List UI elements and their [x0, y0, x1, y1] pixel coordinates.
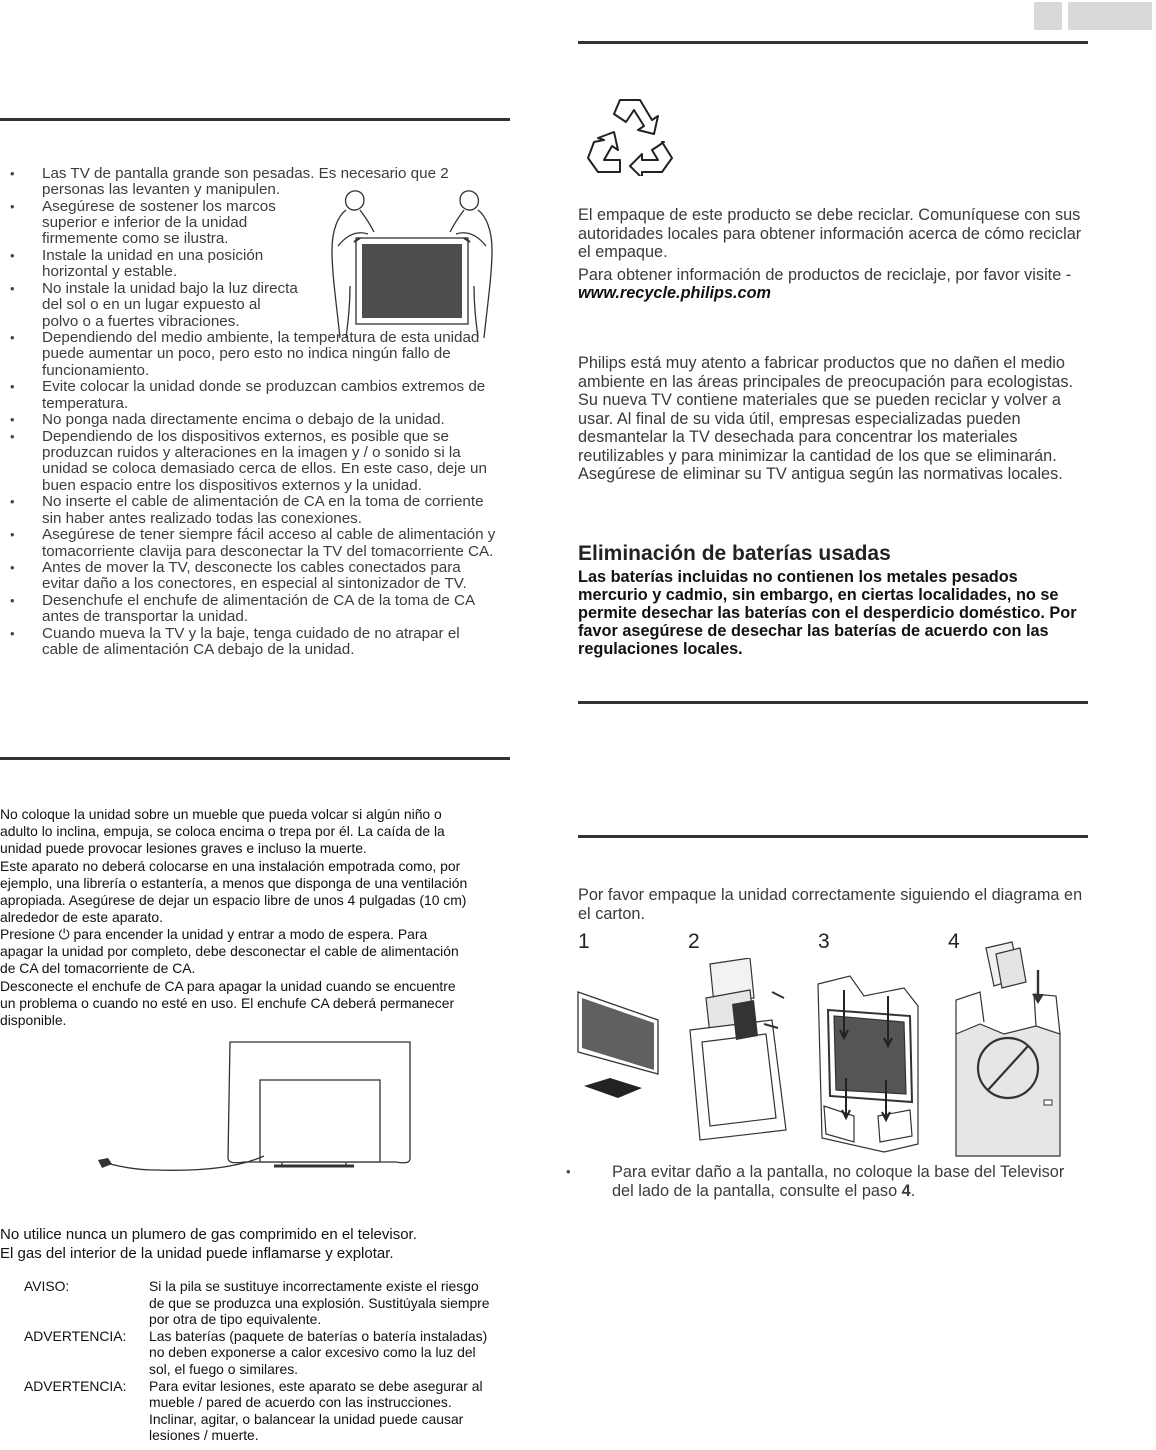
safety-item: • No instale la unidad bajo la luz directa del sol o en un lugar expuesto al polvo o a fuertes vibraciones.: [10, 281, 500, 330]
recycle-url-link[interactable]: www.recycle.philips.com: [578, 284, 772, 302]
recycle-text: [578, 206, 1088, 307]
rule-packing: [578, 835, 1088, 838]
placement-warnings: [0, 806, 470, 1029]
batteries-heading: Eliminación de baterías usadas: [578, 542, 891, 565]
recycle-visit-prefix: Para obtener información de productos de reciclaje, por favor visite -: [578, 265, 1072, 284]
step3-packing-illustration: [814, 966, 926, 1156]
page-tabs: [1034, 2, 1152, 30]
safety-item: • Antes de mover la TV, desconecte los cables conectados para evitar daño a los conectores, en especial al sintonizador de TV.: [10, 560, 500, 593]
rule-placement: [0, 757, 510, 760]
warnings-table: [24, 1278, 494, 1444]
placement-paragraph: No coloque la unidad sobre un mueble que pueda volcar si algún niño o adulto lo inclina, empuja, se coloca encima o trepa por él. La caída de la unidad puede provocar lesiones graves e incluso la muerte.: [0, 806, 445, 857]
warning-row: [24, 1278, 494, 1328]
packing-note-step: 4: [901, 1181, 911, 1200]
step-number: 2: [688, 930, 700, 953]
step-number: 1: [578, 930, 590, 953]
safety-item: • No inserte el cable de alimentación de CA en la toma de corriente sin haber antes realizado todas las conexiones.: [10, 494, 500, 527]
warning-row: [24, 1378, 494, 1444]
rule-blank-section: [578, 701, 1088, 704]
tv-ac-cord-illustration: [96, 1038, 416, 1180]
safety-item: • Las TV de pantalla grande son pesadas. Es necesario que 2 personas las levanten y manipulen.: [10, 166, 500, 199]
gas-warning: [0, 1226, 500, 1263]
safety-item: • Instale la unidad en una posición horizontal y estable.: [10, 248, 500, 281]
page-tab-wide: [1068, 2, 1152, 30]
warning-text: Si la pila se sustituye incorrectamente existe el riesgo de que se produzca una explosión. Sustitúyala siempre por otra de tipo equivalente.: [149, 1278, 490, 1328]
gas-warning-line: El gas del interior de la unidad puede inflamarse y explotar.: [0, 1244, 394, 1262]
warning-label: AVISO:: [24, 1278, 70, 1294]
safety-item: • No ponga nada directamente encima o debajo de la unidad.: [10, 412, 500, 428]
safety-item: • Asegúrese de sostener los marcos superior e inferior de la unidad firmemente como se ilustra.: [10, 199, 500, 248]
recycle-paragraph: El empaque de este producto se debe reciclar. Comuníquese con sus autoridades locales para obtener información acerca de cómo reciclar el empaque.: [578, 206, 1082, 261]
warning-text: Para evitar lesiones, este aparato se debe asegurar al mueble / pared de acuerdo con las instrucciones. Inclinar, agitar, o balancear la unidad puede causar lesiones / muerte.: [149, 1377, 483, 1444]
safety-item: • Cuando mueva la TV y la baje, tenga cuidado de no atrapar el cable de alimentación CA debajo de la unidad.: [10, 626, 500, 659]
placement-paragraph: Desconecte el enchufe de CA para apagar la unidad cuando se encuentre un problema o cuando no esté en uso. El enchufe CA deberá permanecer disponible.: [0, 977, 456, 1029]
step-number: 4: [948, 930, 960, 953]
step-number: 3: [818, 930, 830, 953]
gas-warning-line: No utilice nunca un plumero de gas comprimido en el televisor.: [0, 1226, 417, 1243]
recycle-icon: [584, 94, 676, 176]
rule-recycle: [578, 41, 1088, 44]
packing-intro: Por favor empaque la unidad correctamente siguiendo el diagrama en el carton.: [578, 886, 1083, 923]
page-tab-small: [1034, 2, 1062, 30]
warning-text: Las baterías (paquete de baterías o batería instaladas) no deben exponerse a calor excesivo como la luz del sol, el fuego o similares.: [149, 1327, 488, 1377]
placement-paragraph: Presione ⏻ para encender la unidad y entrar a modo de espera. Para apagar la unidad por completo, debe desconectar el cable de alimentación de CA del tomacorriente de CA.: [0, 926, 459, 977]
safety-item: • Dependiendo del medio ambiente, la temperatura de esta unidad puede aumentar un poco, pero esto no indica ningún fallo de funcionamiento.: [10, 330, 500, 379]
step2-packing-illustration: [680, 958, 800, 1144]
packing-note-text: Para evitar daño a la pantalla, no coloque la base del Televisor del lado de la pantalla, consulte el paso: [612, 1163, 1065, 1200]
packing-note-suffix: .: [910, 1181, 916, 1200]
step1-tv-stand-illustration: [576, 990, 662, 1102]
safety-item: • Evite colocar la unidad donde se produzcan cambios extremos de temperatura.: [10, 379, 500, 412]
step4-packing-illustration: [950, 938, 1066, 1160]
warning-row: [24, 1328, 494, 1378]
safety-item: • Dependiendo de los dispositivos externos, es posible que se produzcan ruidos y alteraciones en la imagen y / o sonido si la unidad se coloca demasiado cerca de ellos. En este caso, deje un buen espacio entre los dispositivos externos y la unidad.: [10, 429, 500, 494]
warning-label: ADVERTENCIA:: [24, 1377, 127, 1394]
packing-note: [566, 1163, 1076, 1200]
batteries-text: Las baterías incluidas no contienen los metales pesados mercurio y cadmio, sin embargo, en ciertas localidades, no se permite desechar las baterías con el desperdicio doméstico. Por favor asegúrese de desechar las baterías de acuerdo con las regulaciones locales.: [578, 568, 1077, 658]
environment-paragraph: Philips está muy atento a fabricar productos que no dañen el medio ambiente en las áreas principales de preocupación para ecologistas. Su nueva TV contiene materiales que se pueden reciclar y volver a usar. Al final de su vida útil, empresas especializadas pueden desmantelar la TV desechada para concentrar los materiales reutilizables y para minimizar la cantidad de los que se eliminarán. Asegúrese de eliminar su TV antigua según las normativas locales.: [578, 354, 1074, 483]
placement-paragraph: Este aparato no deberá colocarse en una instalación empotrada como, por ejemplo, una librería o estantería, a menos que disponga de una ventilación apropiada. Asegúrese de dejar un espacio libre de unos 4 pulgadas (10 cm) alrededor de este aparato.: [0, 857, 468, 925]
two-persons-carrying-tv-illustration: [326, 186, 502, 342]
recycle-visit-paragraph: [578, 266, 1088, 303]
safety-item: • Desenchufe el enchufe de alimentación de CA de la toma de CA antes de transportar la unidad.: [10, 593, 500, 626]
rule-safety: [0, 118, 510, 121]
environment-text: [578, 354, 1088, 488]
safety-item: • Asegúrese de tener siempre fácil acceso al cable de alimentación y tomacorriente clavija para desconectar la TV del tomacorriente CA.: [10, 527, 500, 560]
packing-note-list: [566, 1163, 1076, 1200]
warning-label: ADVERTENCIA:: [24, 1327, 127, 1344]
